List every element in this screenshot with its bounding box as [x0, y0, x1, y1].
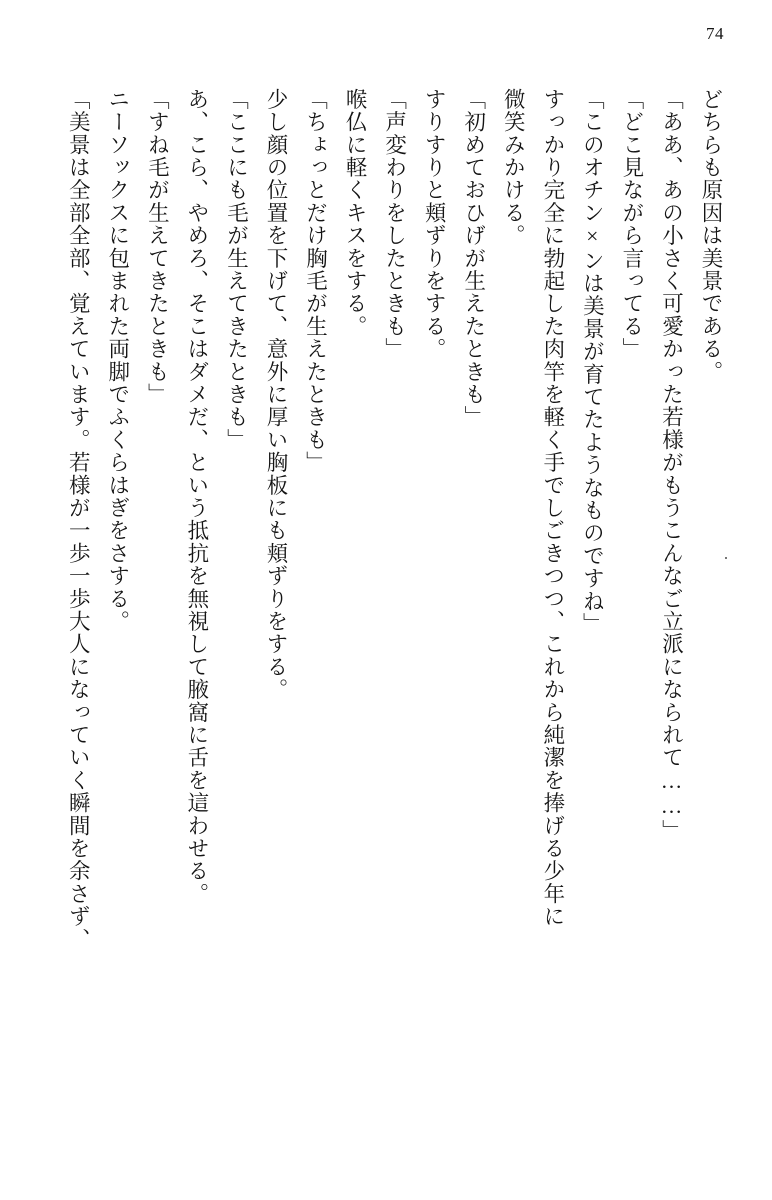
- scan-speck: [725, 557, 727, 559]
- body-line: 「美景は全部全部、覚えています。若様が一歩一歩大人になっていく瞬間を余さず、: [66, 88, 91, 951]
- body-line: 「声変わりをしたときも」: [382, 88, 407, 361]
- body-line: ニーソックスに包まれた両脚でふくらはぎをさする。: [105, 88, 130, 633]
- body-line: あ、こら、やめろ、そこはダメだ、という抵抗を無視して腋窩に舌を這わせる。: [184, 88, 209, 906]
- body-line: 微笑みかける。: [501, 88, 526, 247]
- body-line: 「ちょっとだけ胸毛が生えたときも」: [303, 88, 328, 474]
- body-line: 「ああ、あの小さく可愛かった若様がもうこんなご立派になられて……」: [659, 88, 684, 843]
- body-line: 「このオチン×ンは美景が育てたようなものですね」: [580, 88, 605, 636]
- body-line: すっかり完全に勃起した肉竿を軽く手でしごきつつ、これから純潔を捧げる少年に: [540, 88, 565, 928]
- body-line: すりすりと頬ずりをする。: [422, 88, 447, 361]
- body-line: 「どこ見ながら言ってる」: [619, 88, 644, 361]
- page-number: 74: [706, 24, 724, 43]
- body-line: 「初めておひげが生えたときも」: [461, 88, 486, 429]
- body-line: 「すね毛が生えてきたときも」: [145, 88, 170, 406]
- body-line: 少し顔の位置を下げて、意外に厚い胸板にも頬ずりをする。: [263, 88, 288, 701]
- body-line: 喉仏に軽くキスをする。: [343, 88, 368, 338]
- vertical-body-text: [34, 88, 730, 1160]
- body-line: 「ここにも毛が生えてきたときも」: [224, 88, 249, 452]
- body-line: どちらも原因は美景である。: [699, 88, 723, 384]
